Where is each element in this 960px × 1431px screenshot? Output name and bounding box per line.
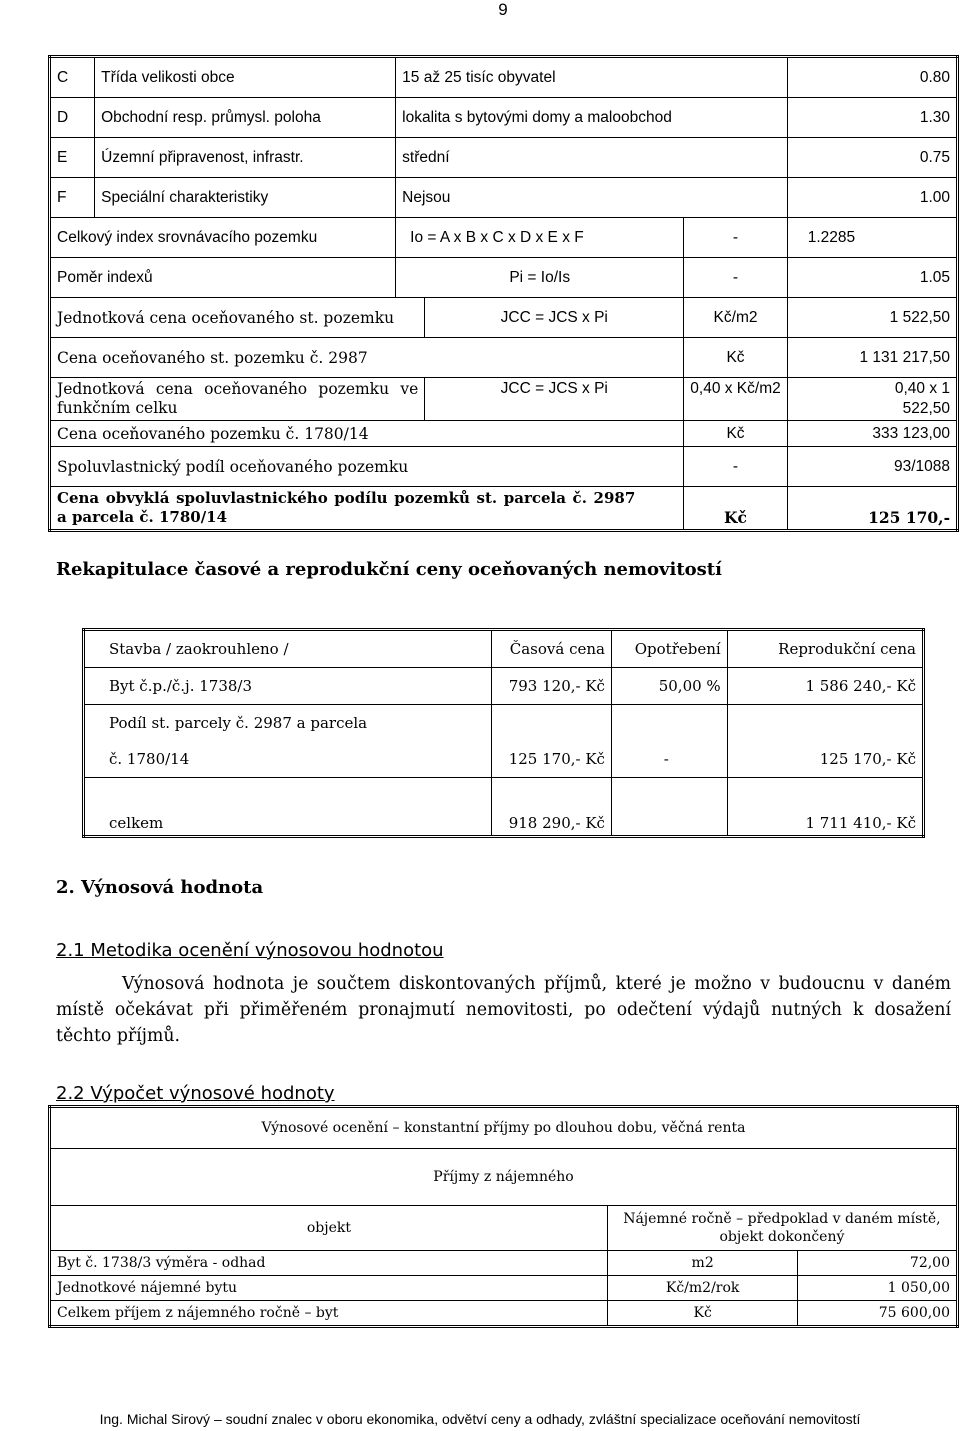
price-2987-label: Cena oceňovaného st. pozemku č. 2987 bbox=[50, 338, 684, 378]
table-row bbox=[50, 218, 958, 258]
income-label: Jednotkové nájemné bytu bbox=[50, 1276, 608, 1301]
recap-total-label: celkem bbox=[84, 778, 492, 837]
footer: Ing. Michal Sirový – soudní znalec v oboru ekonomika, odvětví ceny a odhady, zvláštní specializace oceňování nemovitostí bbox=[99, 1411, 861, 1427]
row-desc: lokalita s bytovými domy a maloobchod bbox=[396, 98, 788, 138]
subsection-heading: 2.2 Výpočet výnosové hodnoty bbox=[56, 1083, 335, 1104]
recap-time-price: 793 120,- Kč bbox=[492, 668, 612, 705]
recap-heading: Rekapitulace časové a reprodukční ceny oceňovaných nemovitostí bbox=[56, 559, 722, 580]
total-index-unit: - bbox=[684, 218, 787, 258]
final-label: Cena obvyklá spoluvlastnického podílu pozemků st. parcela č. 2987 a parcela č. 1780/14 bbox=[50, 487, 684, 531]
income-value: 1 050,00 bbox=[798, 1276, 958, 1301]
unit-price-fc-label: Jednotková cena oceňovaného pozemku ve funkčním celku bbox=[50, 378, 425, 421]
col-rent: Nájemné ročně – předpoklad v daném místě, objekt dokončený bbox=[607, 1206, 957, 1251]
row-value: 1.30 bbox=[787, 98, 957, 138]
total-index-formula: Io = A x B x C x D x E x F bbox=[396, 218, 684, 258]
share-label: Spoluvlastnický podíl oceňovaného pozemku bbox=[50, 447, 684, 487]
table-title-row bbox=[50, 1107, 958, 1149]
ratio-value: 1.05 bbox=[787, 258, 957, 298]
income-table bbox=[48, 1105, 959, 1328]
recap-item-line1: Podíl st. parcely č. 2987 a parcela bbox=[84, 705, 492, 742]
table-row bbox=[50, 138, 958, 178]
total-index-value: 1.2285 bbox=[787, 218, 957, 258]
recap-time-price: 125 170,- Kč bbox=[492, 741, 612, 778]
recap-wear: - bbox=[611, 741, 727, 778]
table-subtitle-row bbox=[50, 1149, 958, 1206]
header-wear: Opotřebení bbox=[611, 630, 727, 668]
row-code: E bbox=[50, 138, 95, 178]
income-label: Byt č. 1738/3 výměra - odhad bbox=[50, 1251, 608, 1276]
share-value: 93/1088 bbox=[787, 447, 957, 487]
row-desc: 15 až 25 tisíc obyvatel bbox=[396, 57, 788, 98]
price-1780-value: 333 123,00 bbox=[787, 421, 957, 447]
table-row bbox=[50, 1301, 958, 1327]
section-heading: 2. Výnosová hodnota bbox=[56, 877, 264, 898]
recap-item: Byt č.p./č.j. 1738/3 bbox=[84, 668, 492, 705]
land-price-table bbox=[48, 55, 959, 532]
table-row bbox=[50, 1276, 958, 1301]
table-row bbox=[50, 378, 958, 421]
recap-item-line2: č. 1780/14 bbox=[84, 741, 492, 778]
ratio-unit: - bbox=[684, 258, 787, 298]
table-total-row bbox=[84, 778, 924, 837]
col-object: objekt bbox=[50, 1206, 608, 1251]
income-title: Výnosové ocenění – konstantní příjmy po dlouhou dobu, věčná renta bbox=[50, 1107, 958, 1149]
table-row bbox=[50, 487, 958, 531]
table-row bbox=[50, 98, 958, 138]
income-value: 72,00 bbox=[798, 1251, 958, 1276]
table-row bbox=[50, 57, 958, 98]
share-unit: - bbox=[684, 447, 787, 487]
recap-total-repro: 1 711 410,- Kč bbox=[727, 778, 923, 837]
unit-price-label: Jednotková cena oceňovaného st. pozemku bbox=[50, 298, 425, 338]
recap-repro: 1 586 240,- Kč bbox=[727, 668, 923, 705]
table-row bbox=[50, 258, 958, 298]
unit-price-fc-unit: 0,40 x Kč/m2 bbox=[684, 378, 787, 421]
recap-wear: 50,00 % bbox=[611, 668, 727, 705]
unit-price-value: 1 522,50 bbox=[787, 298, 957, 338]
recap-total-time-price: 918 290,- Kč bbox=[492, 778, 612, 837]
unit-price-fc-value: 0,40 x 1 522,50 bbox=[787, 378, 957, 421]
income-unit: Kč/m2/rok bbox=[607, 1276, 798, 1301]
recap-table bbox=[82, 628, 925, 838]
price-2987-unit: Kč bbox=[684, 338, 787, 378]
row-label: Speciální charakteristiky bbox=[95, 178, 396, 218]
recap-repro: 125 170,- Kč bbox=[727, 741, 923, 778]
row-desc: Nejsou bbox=[396, 178, 788, 218]
income-unit: m2 bbox=[607, 1251, 798, 1276]
final-value: 125 170,- bbox=[787, 487, 957, 531]
row-value: 0.80 bbox=[787, 57, 957, 98]
row-label: Územní připravenost, infrastr. bbox=[95, 138, 396, 178]
income-unit: Kč bbox=[607, 1301, 798, 1327]
table-row bbox=[50, 447, 958, 487]
price-2987-value: 1 131 217,50 bbox=[787, 338, 957, 378]
income-label: Celkem příjem z nájemného ročně – byt bbox=[50, 1301, 608, 1327]
table-row bbox=[84, 668, 924, 705]
table-row bbox=[50, 1251, 958, 1276]
header-repro: Reprodukční cena bbox=[727, 630, 923, 668]
row-label: Obchodní resp. průmysl. poloha bbox=[95, 98, 396, 138]
ratio-label: Poměr indexů bbox=[50, 258, 396, 298]
unit-price-fc-formula: JCC = JCS x Pi bbox=[425, 378, 684, 421]
final-unit: Kč bbox=[684, 487, 787, 531]
income-value: 75 600,00 bbox=[798, 1301, 958, 1327]
table-header-row bbox=[50, 1206, 958, 1251]
income-subtitle: Příjmy z nájemného bbox=[50, 1149, 958, 1206]
price-1780-label: Cena oceňovaného pozemku č. 1780/14 bbox=[50, 421, 684, 447]
row-code: F bbox=[50, 178, 95, 218]
row-value: 1.00 bbox=[787, 178, 957, 218]
paragraph: Výnosová hodnota je součtem diskontovaných příjmů, které je možno v budoucnu v daném místě očekávat při přiměřeném pronajmutí nemovitosti, po odečtení výdajů nutných k dosažení těchto příjmů. bbox=[56, 974, 951, 1046]
table-row bbox=[84, 741, 924, 778]
row-desc: střední bbox=[396, 138, 788, 178]
row-code: C bbox=[50, 57, 95, 98]
table-row bbox=[50, 338, 958, 378]
header-time-price: Časová cena bbox=[492, 630, 612, 668]
unit-price-formula: JCC = JCS x Pi bbox=[425, 298, 684, 338]
subsection-heading: 2.1 Metodika ocenění výnosovou hodnotou bbox=[56, 940, 444, 961]
row-code: D bbox=[50, 98, 95, 138]
header-building: Stavba / zaokrouhleno / bbox=[84, 630, 492, 668]
unit-price-unit: Kč/m2 bbox=[684, 298, 787, 338]
table-row bbox=[50, 298, 958, 338]
row-label: Třída velikosti obce bbox=[95, 57, 396, 98]
total-index-label: Celkový index srovnávacího pozemku bbox=[50, 218, 396, 258]
table-row bbox=[84, 705, 924, 742]
table-header-row bbox=[84, 630, 924, 668]
table-row bbox=[50, 421, 958, 447]
table-row bbox=[50, 178, 958, 218]
row-value: 0.75 bbox=[787, 138, 957, 178]
price-1780-unit: Kč bbox=[684, 421, 787, 447]
ratio-formula: Pi = Io/Is bbox=[396, 258, 684, 298]
page-number: 9 bbox=[498, 0, 508, 19]
